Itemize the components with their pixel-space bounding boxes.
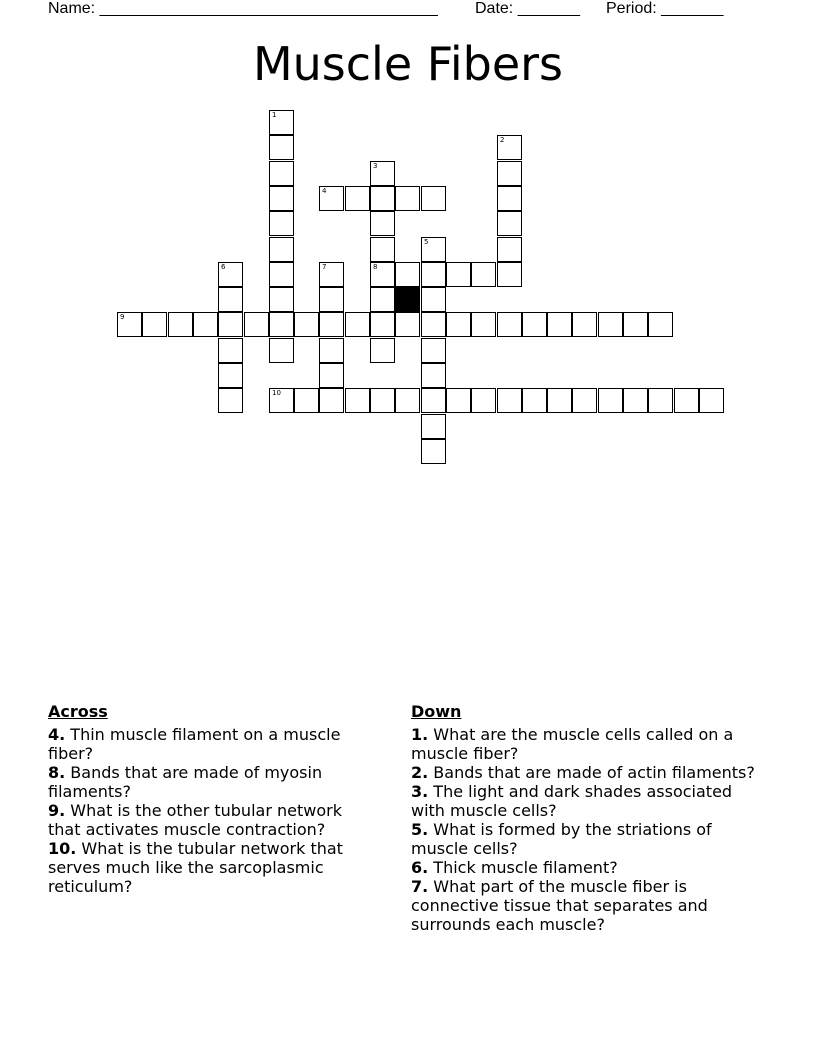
grid-cell[interactable] [193,312,218,337]
clue-number-label: 7. [411,877,429,896]
clue-text: What part of the muscle fiber is connective tissue that separates and surrounds each muscle? [411,877,708,934]
grid-cell[interactable] [421,237,446,262]
clue-number: 4 [322,187,327,195]
crossword-grid [0,0,816,480]
clue-text: Thin muscle filament on a muscle fiber? [48,725,341,763]
grid-cell[interactable] [218,312,243,337]
clue-text: What is the tubular network that serves much like the sarcoplasmic reticulum? [48,839,343,896]
grid-cell[interactable] [623,312,648,337]
clue-number-label: 3. [411,782,429,801]
grid-cell[interactable] [319,186,344,211]
grid-cell[interactable] [522,312,547,337]
grid-cell[interactable] [218,287,243,312]
grid-cell[interactable] [421,287,446,312]
grid-cell[interactable] [218,363,243,388]
grid-cell[interactable] [471,388,496,413]
grid-cell[interactable] [142,312,167,337]
grid-cell[interactable] [547,312,572,337]
grid-cell[interactable] [446,312,471,337]
grid-cell[interactable] [497,161,522,186]
grid-cell[interactable] [269,287,294,312]
grid-cell[interactable] [117,312,142,337]
clue-number-label: 6. [411,858,429,877]
grid-cell[interactable] [168,312,193,337]
clue-number: 7 [322,263,327,271]
clue-text: The light and dark shades associated with muscle cells? [411,782,733,820]
grid-cell[interactable] [345,388,370,413]
grid-cell[interactable] [598,388,623,413]
grid-cell[interactable] [395,186,420,211]
down-clue-list [411,725,761,934]
clue-number: 1 [272,111,277,119]
grid-cell[interactable] [370,186,395,211]
clue-number-label: 8. [48,763,66,782]
grid-cell[interactable] [294,388,319,413]
clue-number: 10 [272,389,281,397]
clue-text: Thick muscle filament? [428,858,618,877]
clue-number-label: 9. [48,801,66,820]
grid-cell[interactable] [218,388,243,413]
down-clue [411,820,761,858]
grid-cell[interactable] [497,135,522,160]
grid-cell[interactable] [699,388,724,413]
grid-cell[interactable] [218,338,243,363]
grid-cell[interactable] [674,388,699,413]
grid-cell[interactable] [421,363,446,388]
period-field-label[interactable]: Period: _______ [606,0,724,17]
clue-number-label: 1. [411,725,429,744]
page-title: Muscle Fibers [252,37,564,91]
grid-cell[interactable] [547,388,572,413]
grid-cell[interactable] [446,262,471,287]
grid-cell[interactable] [370,287,395,312]
grid-cell[interactable] [244,312,269,337]
grid-cell[interactable] [370,161,395,186]
grid-cell[interactable] [421,414,446,439]
grid-cell[interactable] [319,262,344,287]
down-clues [411,702,761,934]
down-clue [411,763,761,782]
clue-number: 2 [500,136,505,144]
across-clue [48,801,378,839]
across-heading: Across [48,702,108,721]
grid-cell[interactable] [648,388,673,413]
grid-cell[interactable] [497,262,522,287]
grid-block [395,287,420,312]
grid-cell[interactable] [421,439,446,464]
across-clues [48,702,378,896]
down-heading: Down [411,702,462,721]
grid-cell[interactable] [319,312,344,337]
grid-cell[interactable] [497,388,522,413]
across-clue [48,763,378,801]
grid-cell[interactable] [623,388,648,413]
grid-cell[interactable] [421,388,446,413]
clue-number: 5 [424,238,429,246]
grid-cell[interactable] [269,312,294,337]
clue-text: Bands that are made of myosin filaments? [48,763,323,801]
clue-number: 3 [373,162,378,170]
grid-cell[interactable] [370,211,395,236]
grid-cell[interactable] [446,388,471,413]
clue-number-label: 5. [411,820,429,839]
grid-cell[interactable] [522,388,547,413]
grid-cell[interactable] [471,312,496,337]
grid-cell[interactable] [648,312,673,337]
clue-number: 9 [120,313,125,321]
grid-cell[interactable] [319,287,344,312]
grid-cell[interactable] [395,312,420,337]
clue-number-label: 2. [411,763,429,782]
across-clue-list [48,725,378,896]
clue-text: What is the other tubular network that activates muscle contraction? [48,801,342,839]
grid-cell[interactable] [269,388,294,413]
clue-text: Bands that are made of actin filaments? [428,763,755,782]
across-clue [48,725,378,763]
clue-number: 6 [221,263,226,271]
grid-cell[interactable] [370,312,395,337]
grid-cell[interactable] [269,262,294,287]
grid-cell[interactable] [269,211,294,236]
clue-text: What is formed by the striations of muscle cells? [411,820,712,858]
grid-cell[interactable] [497,211,522,236]
grid-cell[interactable] [269,110,294,135]
down-clue [411,782,761,820]
grid-cell[interactable] [345,186,370,211]
date-field-label[interactable]: Date: _______ [475,0,580,17]
grid-cell[interactable] [572,312,597,337]
grid-cell[interactable] [269,186,294,211]
grid-cell[interactable] [319,363,344,388]
grid-cell[interactable] [370,388,395,413]
grid-cell[interactable] [421,262,446,287]
grid-cell[interactable] [572,388,597,413]
grid-cell[interactable] [294,312,319,337]
grid-cell[interactable] [471,262,496,287]
grid-cell[interactable] [497,312,522,337]
grid-cell[interactable] [345,312,370,337]
grid-cell[interactable] [269,135,294,160]
clue-number-label: 10. [48,839,77,858]
across-clue [48,839,378,896]
grid-cell[interactable] [421,186,446,211]
down-clue [411,858,761,877]
grid-cell[interactable] [319,388,344,413]
grid-cell[interactable] [598,312,623,337]
down-clue [411,877,761,934]
grid-cell[interactable] [497,237,522,262]
grid-cell[interactable] [395,388,420,413]
clue-text: What are the muscle cells called on a muscle fiber? [411,725,734,763]
name-field-label[interactable]: Name: ______________________________________ [48,0,438,17]
grid-cell[interactable] [421,338,446,363]
grid-cell[interactable] [218,262,243,287]
clue-number-label: 4. [48,725,66,744]
grid-cell[interactable] [319,338,344,363]
grid-cell[interactable] [370,237,395,262]
grid-cell[interactable] [395,262,420,287]
clue-number: 8 [373,263,378,271]
grid-cell[interactable] [269,338,294,363]
grid-cell[interactable] [370,338,395,363]
grid-cell[interactable] [370,262,395,287]
grid-cell[interactable] [497,186,522,211]
grid-cell[interactable] [269,161,294,186]
grid-cell[interactable] [269,237,294,262]
down-clue [411,725,761,763]
grid-cell[interactable] [421,312,446,337]
